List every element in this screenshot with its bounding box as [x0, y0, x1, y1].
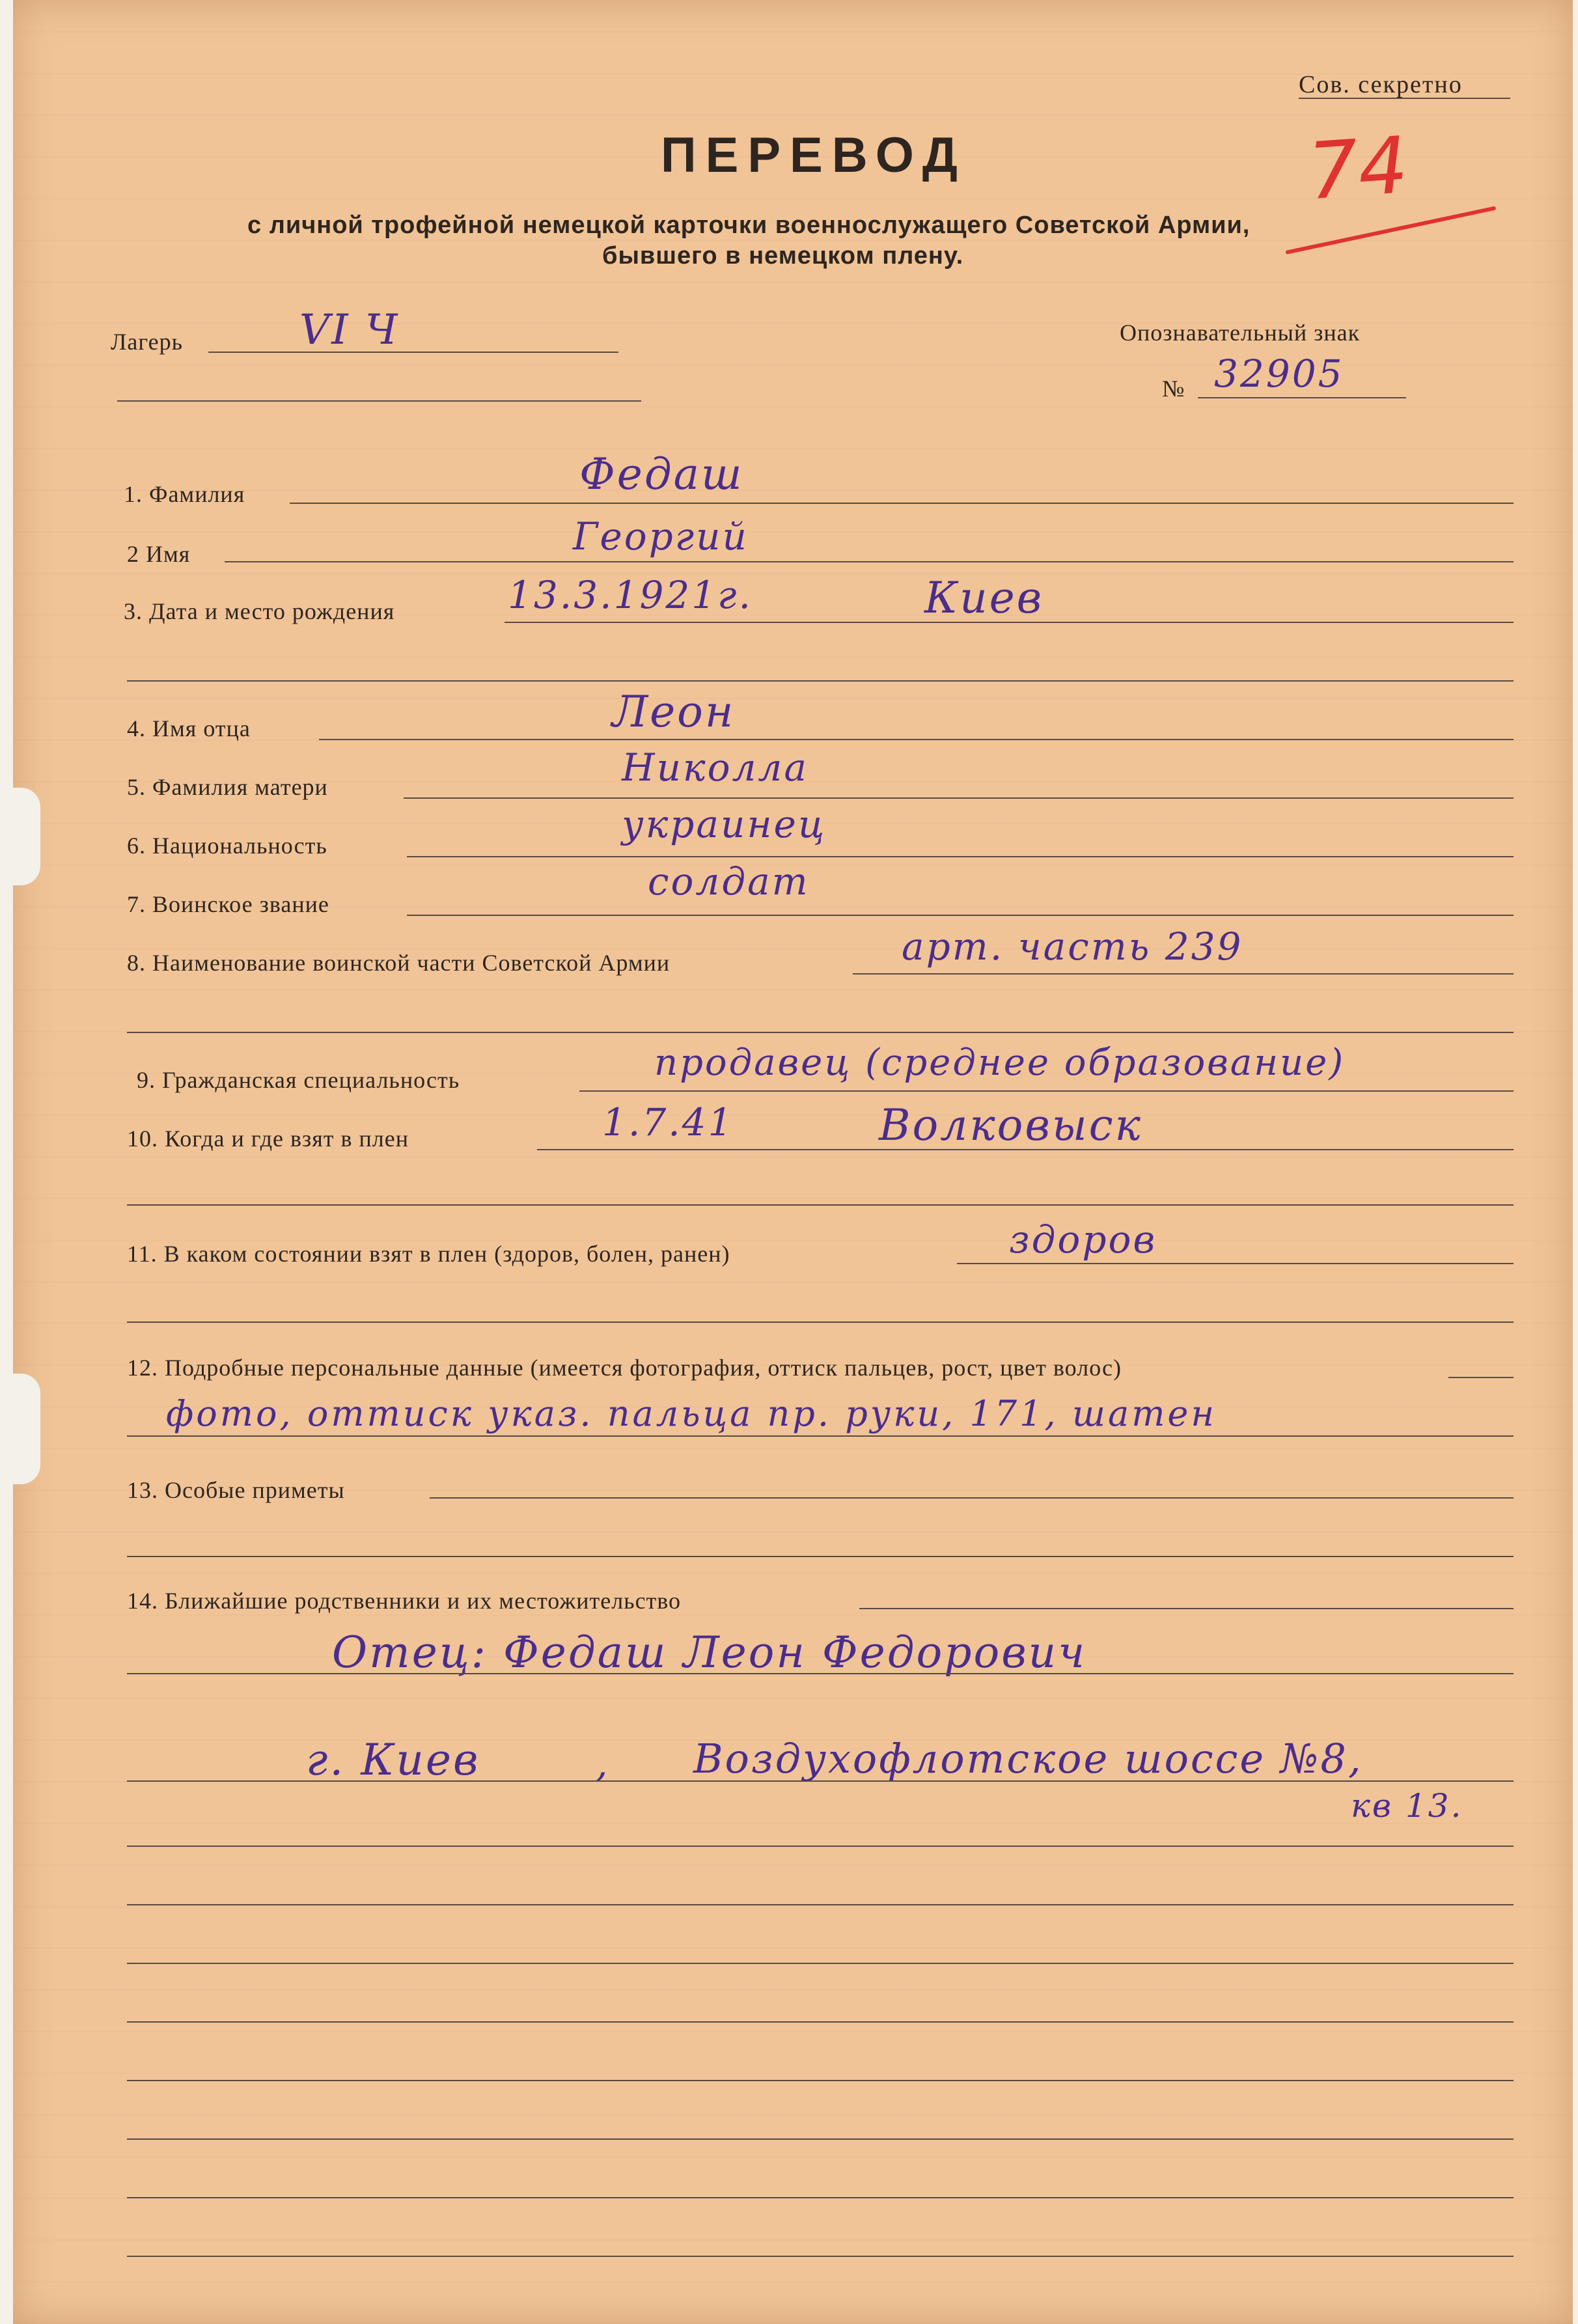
- camp-value: VI Ч: [299, 306, 400, 354]
- field-13-label: 13. Особые приметы: [127, 1477, 345, 1503]
- field-12-label: 12. Подробные персональные данные (имеется фотография, оттиск пальцев, рост, цвет волос): [127, 1355, 1122, 1381]
- field-14-line: [859, 1608, 1514, 1609]
- ruled-line: [127, 1904, 1514, 1905]
- field-7-value: солдат: [648, 859, 810, 904]
- field-5-value: Николла: [622, 745, 809, 790]
- field-12-value: фото, оттиск указ. пальца пр. руки, 171, шатен: [166, 1393, 1217, 1434]
- ruled-line: [127, 1963, 1514, 1964]
- field-11-line-2: [127, 1321, 1514, 1323]
- field-10-date: 1.7.41: [602, 1100, 734, 1144]
- archive-number: 74: [1305, 120, 1411, 218]
- field-14-value-2-city: г. Киев: [306, 1735, 480, 1785]
- field-13-line-2: [127, 1556, 1514, 1557]
- page-title: ПЕРЕВОД: [661, 128, 967, 183]
- page-subtitle-1: с личной трофейной немецкой карточки военнослужащего Советской Армии,: [247, 212, 1251, 239]
- field-14-value-3: кв 13.: [1351, 1787, 1463, 1825]
- field-11-line: [957, 1263, 1514, 1264]
- field-1-line: [290, 503, 1514, 504]
- field-4-label: 4. Имя отца: [127, 715, 251, 741]
- field-14-line-3: [127, 1780, 1514, 1782]
- ruled-line: [127, 2138, 1514, 2140]
- field-2-value: Георгий: [573, 514, 749, 559]
- field-10-line-2: [127, 1204, 1514, 1206]
- field-11-value: здоров: [1009, 1217, 1157, 1262]
- secret-stamp: Сов. секретно: [1299, 71, 1463, 98]
- ruled-line: [127, 2197, 1514, 2198]
- torn-edge: [10, 1374, 40, 1484]
- field-4-value: Леон: [612, 687, 736, 737]
- field-8-label: 8. Наименование воинской части Советской Армии: [127, 950, 671, 976]
- page-subtitle-2: бывшего в немецком плену.: [602, 242, 964, 270]
- tag-value: 32905: [1214, 352, 1344, 396]
- field-3-place: Киев: [924, 573, 1044, 623]
- field-12-line-2: [127, 1435, 1514, 1437]
- field-2-line: [225, 561, 1514, 562]
- field-6-line: [407, 856, 1514, 857]
- field-14-label: 14. Ближайшие родственники и их местожительство: [127, 1588, 682, 1614]
- field-10-place: Волковыск: [879, 1100, 1142, 1150]
- secret-underline: [1299, 98, 1510, 99]
- field-11-label: 11. В каком состоянии взят в плен (здоров, болен, ранен): [127, 1241, 730, 1267]
- field-5-label: 5. Фамилия матери: [127, 774, 328, 800]
- field-5-line: [404, 797, 1514, 799]
- field-14-value-2-comma: ,: [596, 1741, 610, 1786]
- tag-line: [1198, 397, 1406, 398]
- field-1-value: Федаш: [579, 449, 744, 499]
- field-10-label: 10. Когда и где взят в плен: [127, 1126, 409, 1152]
- ruled-line: [127, 2080, 1514, 2081]
- field-14-line-4: [127, 1846, 1514, 1847]
- field-8-value: арт. часть 239: [902, 924, 1243, 969]
- field-12-line: [1448, 1377, 1514, 1378]
- field-9-line: [579, 1090, 1514, 1092]
- field-7-line: [407, 915, 1514, 916]
- ruled-line: [127, 2256, 1514, 2257]
- field-9-label: 9. Гражданская специальность: [137, 1067, 460, 1093]
- tag-label: Опознавательный знак: [1120, 320, 1361, 346]
- tag-prefix: №: [1162, 376, 1185, 402]
- field-14-value-1: Отец: Федаш Леон Федорович: [332, 1627, 1087, 1678]
- document-page: [13, 0, 1573, 2324]
- field-13-line: [430, 1497, 1514, 1499]
- field-9-value: продавец (среднее образование): [654, 1042, 1346, 1084]
- field-8-line: [853, 973, 1514, 975]
- field-6-value: украинец: [622, 802, 827, 846]
- field-14-line-2: [127, 1673, 1514, 1674]
- field-14-value-2-street: Воздухофлотское шоссе №8,: [693, 1735, 1363, 1782]
- field-4-line: [319, 739, 1514, 740]
- field-3-label: 3. Дата и место рождения: [124, 598, 395, 624]
- camp-line-2: [117, 400, 641, 402]
- field-2-label: 2 Имя: [127, 541, 191, 567]
- field-1-label: 1. Фамилия: [124, 481, 245, 507]
- camp-label: Лагерь: [111, 329, 184, 355]
- field-8-line-2: [127, 1032, 1514, 1033]
- camp-line: [208, 352, 618, 353]
- ruled-line: [127, 2021, 1514, 2023]
- field-3-line-2: [127, 680, 1514, 682]
- field-6-label: 6. Национальность: [127, 833, 327, 859]
- field-7-label: 7. Воинское звание: [127, 891, 329, 917]
- field-3-date: 13.3.1921г.: [508, 573, 753, 617]
- torn-edge: [10, 788, 40, 885]
